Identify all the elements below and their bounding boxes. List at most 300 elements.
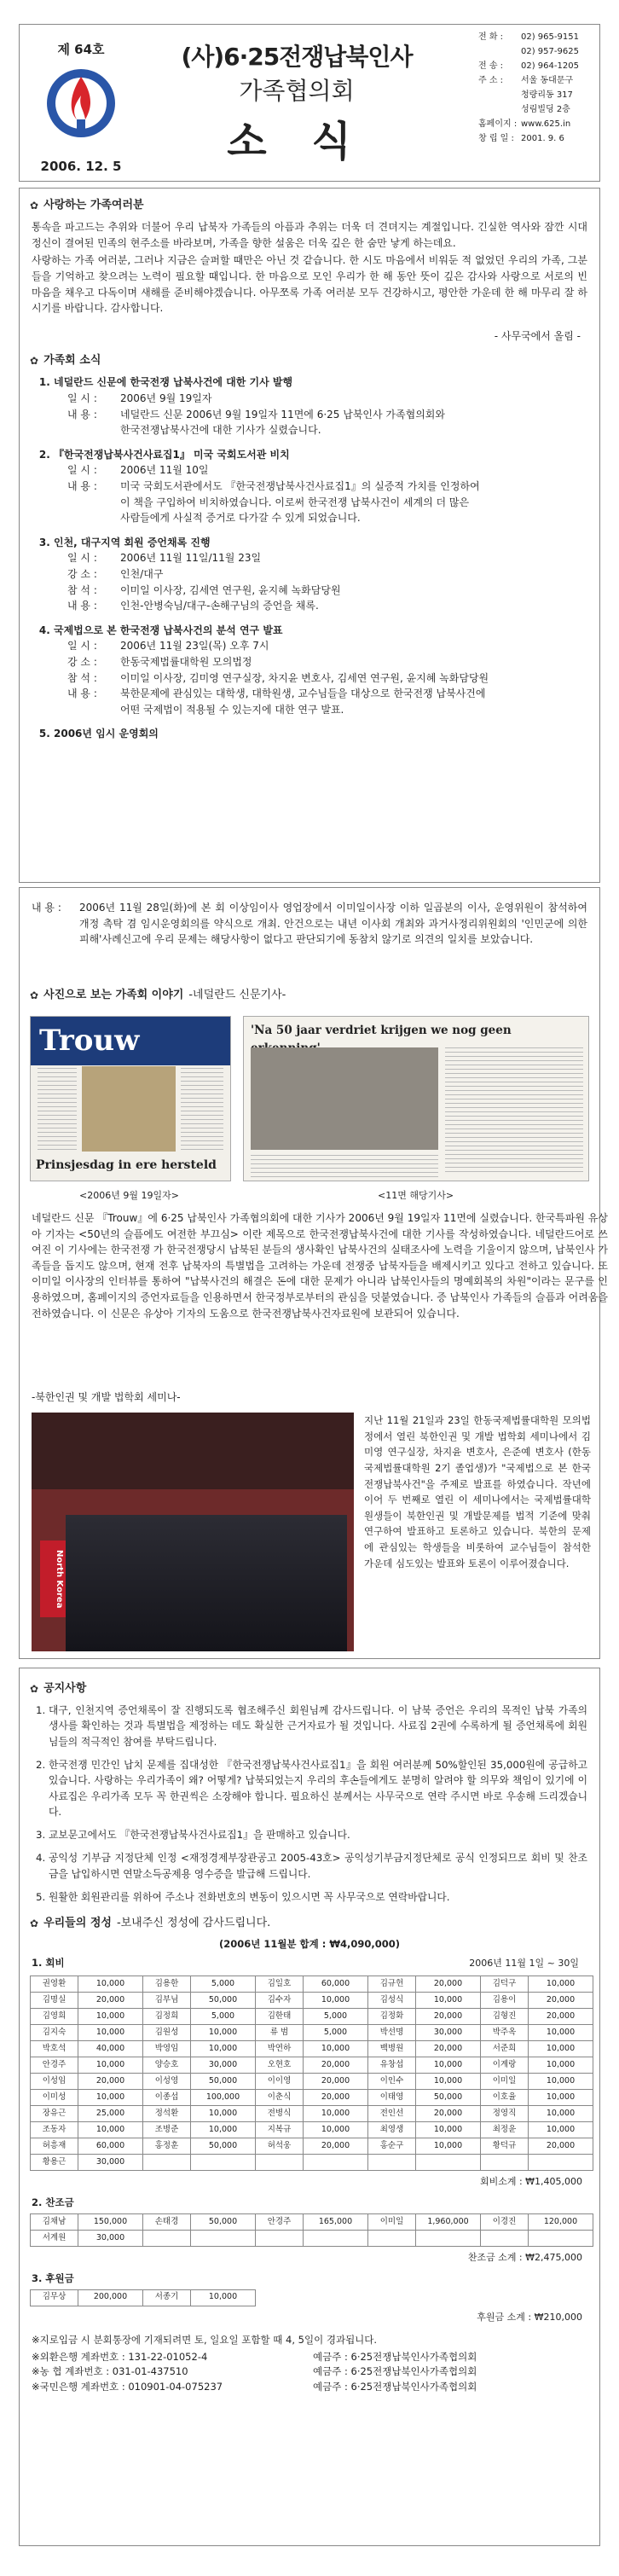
- table-row: [31, 1993, 593, 2009]
- donor-name-cell: 황용근: [31, 2155, 78, 2171]
- donor-amount-cell: 10,000: [529, 2057, 593, 2074]
- donor-name-cell: [481, 2155, 529, 2171]
- donor-name-cell: 김무상: [31, 2289, 78, 2306]
- detail-line: [67, 495, 599, 511]
- donor-amount-cell: 50,000: [191, 1993, 256, 2009]
- donor-name-cell: 김한태: [256, 2009, 304, 2025]
- donor-amount-cell: [191, 2155, 256, 2171]
- donor-name-cell: 김부님: [143, 1993, 191, 2009]
- contact-row: [478, 73, 598, 88]
- donor-name-cell: 김원성: [143, 2025, 191, 2041]
- donor-name-cell: 오현호: [256, 2057, 304, 2074]
- contact-row: [478, 30, 598, 44]
- detail-label: 내 용 :: [67, 688, 97, 700]
- detail-line: [67, 407, 599, 423]
- family-news-item: [54, 726, 599, 742]
- donor-amount-cell: 20,000: [416, 2009, 481, 2025]
- fee-period: 2006년 11월 1일 ~ 30일: [469, 1958, 579, 1970]
- family-news-item-detail: [67, 550, 599, 613]
- donor-name-cell: 김덕구: [481, 1976, 529, 1993]
- donations-heading-text: 우리들의 정성: [43, 1917, 112, 1930]
- donor-name-cell: 이경진: [481, 2213, 529, 2230]
- family-news-item: [54, 535, 599, 614]
- donor-name-cell: 홍정훈: [143, 2138, 191, 2155]
- donor-amount-cell: 10,000: [191, 2041, 256, 2057]
- organization-name-line1: (사)6·25전쟁납북인사: [181, 43, 413, 71]
- fee-title: 1. 회비: [32, 1957, 65, 1970]
- donor-name-cell: 전병식: [256, 2106, 304, 2122]
- donor-name-cell: 이미성: [31, 2090, 78, 2106]
- donor-amount-cell: 10,000: [529, 2090, 593, 2106]
- donor-amount-cell: 20,000: [416, 2041, 481, 2057]
- family-news-list: [54, 374, 599, 741]
- detail-line: [67, 686, 599, 702]
- donor-amount-cell: 10,000: [529, 2122, 593, 2138]
- donor-amount-cell: 10,000: [78, 2025, 143, 2041]
- donor-amount-cell: 20,000: [529, 1993, 593, 2009]
- family-news-item: [54, 374, 599, 438]
- notice-item: 1. 대구, 인천지역 증언채록이 잘 진행되도록 협조해주신 회원님께 감사드립니다. 이 남북 증언은 우리의 목적인 납북 가족의 생사를 확인하는 것과 특별법을 제정하는 데도 확실한 근거자료가 될 것입니다. 사료집 2권에 수록하게 될 증언채록에 회원님들의 적극적인 참여를 부탁드립니다.: [49, 1703, 587, 1749]
- table-row: [31, 2138, 593, 2155]
- detail-label: [67, 510, 120, 526]
- contact-row: [478, 102, 598, 117]
- north-korea-banner: North Korea: [40, 1540, 66, 1617]
- donor-name-cell: 김용이: [481, 1993, 529, 2009]
- detail-label: 일 시 :: [67, 464, 97, 477]
- table-row: [31, 2213, 593, 2230]
- donor-amount-cell: 50,000: [416, 2090, 481, 2106]
- donor-amount-cell: 10,000: [78, 2057, 143, 2074]
- article-text-column: [251, 1155, 438, 1177]
- table-row: [31, 2074, 593, 2090]
- donor-name-cell: [143, 2155, 191, 2171]
- donations-summary: (2006년 11월분 합계 : ₩4,090,000): [218, 1938, 401, 1951]
- contact-label: [478, 88, 521, 102]
- meeting-label: 내 용 :: [32, 902, 61, 914]
- seminar-attendees: [66, 1515, 347, 1651]
- family-news-heading-text: 가족회 소식: [43, 354, 101, 368]
- bank-account-row: [32, 2350, 599, 2365]
- fee-title-row: [20, 1954, 579, 1974]
- donor-amount-cell: 165,000: [304, 2213, 368, 2230]
- detail-label: 일 시 :: [67, 640, 97, 653]
- donor-amount-cell: 10,000: [78, 2009, 143, 2025]
- donor-amount-cell: 10,000: [191, 2122, 256, 2138]
- bank-account-row: [32, 2364, 599, 2380]
- sparkle-icon: ✿: [30, 989, 39, 1001]
- contact-value: 02) 957-9625: [521, 47, 579, 56]
- donor-name-cell: 이성영: [143, 2074, 191, 2090]
- notice-item: 5. 원활한 회원관리를 위하여 주소나 전화번호의 변동이 있으시면 꼭 사무국으로 연락바랍니다.: [49, 1889, 587, 1905]
- donor-amount-cell: 10,000: [529, 1976, 593, 1993]
- seminar-heading: -북한인권 및 개발 법학회 세미나-: [32, 1391, 181, 1403]
- table-row: [31, 2025, 593, 2041]
- contact-value: 성림빌딩 2층: [521, 105, 570, 114]
- article-headline: 'Na 50 jaar verdriet krijgen we nog geen: [251, 1024, 512, 1037]
- seminar-text: 지난 11월 21일과 23일 한동국제법률대학원 모의법정에서 열린 북한인권 및 개발 법학회 세미나에서 김미영 연구실장, 차지윤 변호사, 은준예 변호사 (한동국제법률대학원 2기 졸업생)가 "국제법으로 본 한국전쟁납북사건"을 주제로 발표를 하였습니다. 작년에 이어 두 번째로 열린 이 세미나에서는 국제법률대학원생들이 북한인권 및 개발문제를 법적 기준에 맞춰 연구하여 발표하고 토론하고 있습니다. 북한의 문제에 관심있는 학생들을 비롯하여 교수님들이 참석한 가운데 심도있는 발표와 토론이 이루어졌습니다.: [364, 1414, 591, 1569]
- table-row: [31, 2230, 593, 2246]
- donor-name-cell: [256, 2230, 304, 2246]
- caption-article: <11면 해당기사>: [378, 1190, 454, 1201]
- detail-value: 2006년 11월 10일: [120, 464, 209, 477]
- donor-amount-cell: 5,000: [304, 2025, 368, 2041]
- newspaper-text-column: [181, 1068, 223, 1153]
- donor-name-cell: [368, 2155, 416, 2171]
- donor-amount-cell: 20,000: [304, 2138, 368, 2155]
- donor-amount-cell: 20,000: [78, 2074, 143, 2090]
- meeting-detail: [32, 900, 587, 948]
- donor-name-cell: [256, 2155, 304, 2171]
- donor-name-cell: 조동자: [31, 2122, 78, 2138]
- issue-date: 2006. 12. 5: [40, 159, 122, 175]
- detail-line: [67, 598, 599, 614]
- bank-account-holder: 예금주 : 6·25전쟁납북인사가족협의회: [313, 2365, 477, 2378]
- detail-value: 2006년 9월 19일자: [120, 392, 212, 405]
- donor-name-cell: 박영임: [143, 2041, 191, 2057]
- donor-name-cell: 양승호: [143, 2057, 191, 2074]
- notices-list: [49, 1703, 587, 1905]
- donor-name-cell: 김형진: [481, 2009, 529, 2025]
- detail-line: [67, 638, 599, 654]
- donor-name-cell: 정영직: [481, 2106, 529, 2122]
- donor-amount-cell: 10,000: [416, 1993, 481, 2009]
- detail-line: [67, 566, 599, 583]
- donor-name-cell: 서계원: [31, 2230, 78, 2246]
- detail-line: [67, 462, 599, 479]
- family-news-item-detail: [67, 391, 599, 438]
- donor-name-cell: 이계랑: [481, 2057, 529, 2074]
- donor-name-cell: 김채남: [31, 2213, 78, 2230]
- issue-number: 제 64호: [57, 42, 105, 57]
- detail-label: 내 용 :: [67, 408, 97, 421]
- press-heading-sub: -네덜란드 신문기사-: [188, 989, 286, 1001]
- donor-name-cell: 권영환: [31, 1976, 78, 1993]
- bank-account-number: ※농 협 계좌번호 : 031-01-437510: [32, 2365, 188, 2378]
- donor-name-cell: 김영희: [31, 2009, 78, 2025]
- donor-name-cell: 홍순구: [368, 2138, 416, 2155]
- donor-name-cell: 이인수: [368, 2074, 416, 2090]
- donor-amount-cell: [304, 2230, 368, 2246]
- donor-amount-cell: [304, 2155, 368, 2171]
- contact-row: [478, 44, 598, 59]
- contact-value: 02) 965-9151: [521, 32, 579, 42]
- notice-item: 4. 공익성 기부금 지정단체 인정 <재정경제부장관공고 2005-43호> 공익성기부금지정단체로 공식 인정되므로 회비 및 찬조금을 납입하시면 연말소득공제용 영수증을 발급해 드립니다.: [49, 1850, 587, 1882]
- detail-value: 인천/대구: [120, 567, 164, 580]
- fee-total: 회비소계 : ₩1,405,000: [479, 2176, 582, 2187]
- press-heading: [30, 987, 286, 1004]
- bank-account-number: ※외환은행 계좌번호 : 131-22-01052-4: [32, 2350, 208, 2363]
- detail-value: 북한문제에 관심있는 대학생, 대학원생, 교수님들을 대상으로 한국전쟁 납북사건에: [120, 688, 486, 700]
- donor-name-cell: 이종섭: [143, 2090, 191, 2106]
- donor-name-cell: 손태경: [143, 2213, 191, 2230]
- donor-amount-cell: 20,000: [304, 2090, 368, 2106]
- donor-amount-cell: 60,000: [78, 2138, 143, 2155]
- detail-value: 인천-안병숙님/대구-손해구님의 증언을 채록.: [120, 600, 319, 612]
- contact-row: [478, 59, 598, 73]
- contact-label: [478, 44, 521, 59]
- donations-heading: [30, 1915, 599, 1932]
- contact-value: 2001. 9. 6: [521, 134, 564, 143]
- detail-line: [67, 510, 599, 526]
- family-news-item-title: 1. 네덜란드 신문에 한국전쟁 납북사건에 대한 기사 발행: [54, 376, 293, 389]
- intro-heading: [30, 197, 599, 214]
- notices-heading-text: 공지사항: [43, 1682, 87, 1695]
- contact-value: 서울 동대문구: [521, 76, 574, 85]
- donor-name-cell: 박주옥: [481, 2025, 529, 2041]
- sponsor-title: 3. 후원금: [32, 2271, 74, 2284]
- contact-value: 청량리동 317: [521, 90, 573, 100]
- sparkle-icon: ✿: [30, 199, 39, 212]
- detail-value: 이 책을 구입하여 비치하였습니다. 이로써 한국전쟁 납북사건이 세계의 더 많은: [120, 496, 470, 508]
- donor-name-cell: 이미일: [481, 2074, 529, 2090]
- contact-label: 홈페이지 :: [478, 119, 518, 129]
- donor-name-cell: 박호석: [31, 2041, 78, 2057]
- donor-name-cell: 이이영: [256, 2074, 304, 2090]
- donor-name-cell: 이춘식: [256, 2090, 304, 2106]
- caption-front-page: <2006년 9월 19일자>: [79, 1190, 179, 1201]
- donor-amount-cell: 10,000: [304, 2122, 368, 2138]
- detail-value: 사람들에게 사실적 증거로 다가갈 수 있게 되었습니다.: [120, 512, 361, 525]
- donor-amount-cell: [529, 2155, 593, 2171]
- detail-value: 한동국제법률대학원 모의법정: [120, 655, 252, 668]
- organization-logo: [44, 67, 118, 140]
- donor-name-cell: 류 범: [256, 2025, 304, 2041]
- donor-amount-cell: 30,000: [191, 2057, 256, 2074]
- donor-name-cell: 김수자: [256, 1993, 304, 2009]
- donor-amount-cell: 10,000: [416, 2057, 481, 2074]
- donor-amount-cell: [191, 2230, 256, 2246]
- family-news-item: [54, 623, 599, 718]
- donor-amount-cell: 10,000: [191, 2106, 256, 2122]
- detail-label: 참 석 :: [67, 671, 97, 684]
- donor-amount-cell: [416, 2230, 481, 2246]
- donor-amount-cell: 10,000: [529, 2025, 593, 2041]
- detail-label: 내 용 :: [67, 480, 97, 492]
- contact-row: [478, 131, 598, 146]
- donor-name-cell: 조병준: [143, 2122, 191, 2138]
- contact-label: 전 화 :: [478, 32, 504, 42]
- donor-amount-cell: 40,000: [78, 2041, 143, 2057]
- donor-amount-cell: 10,000: [529, 2106, 593, 2122]
- press-body: 네덜란드 신문 『Trouw』에 6·25 납북인사 가족협의회에 대한 기사가 2006년 9월 19일자 11면에 실렸습니다. 한국특파원 유상아 기자는 <50년의 슬픔에도 여전한 부끄심> 이란 제목으로 한국전쟁납북사건에 대한 기사를 작성하였습니다. 네덜란드어로 쓰여진 이 기사에는 한국전쟁 가 한국전쟁당시 납북된 분들의 생사확인 납북사건의 실태조사에 노력을 기울이지 않으며, 납북인사 가족들을 돕지도 않으며, 현재 전후 납북자의 특별법을 고려하는 가운데 전쟁중 납북자들을 배제시키고 있다고 전하고 있습니다. 또 이미일 이사장의 인터뷰를 통하여 "납북사건의 해결은 돈에 대한 문제가 아니라 납북인사들의 명예회복의 차원"이라는 문구를 인용하였으며, 홈페이지의 증언자료들을 인용하면서 한국정부로부터의 관심을 덧붙였습니다. 증 납북인사 가족들의 슬픔과 어려움을 전하였습니다. 이 신문은 유상아 기자의 도움으로 한국전쟁납북사건자료원에 보관되어 있습니다.: [32, 1212, 608, 1320]
- donor-name-cell: 정석환: [143, 2106, 191, 2122]
- donations-heading-sub: -보내주신 정성에 감사드립니다.: [116, 1917, 271, 1930]
- donor-name-cell: 지복규: [256, 2122, 304, 2138]
- detail-label: [67, 422, 120, 438]
- bank-account-holder: 예금주 : 6·25전쟁납북인사가족협의회: [313, 2350, 477, 2363]
- table-row: [31, 2122, 593, 2138]
- donor-amount-cell: 10,000: [78, 1976, 143, 1993]
- donor-amount-cell: 10,000: [416, 2122, 481, 2138]
- detail-label: [67, 702, 120, 718]
- article-text-column: [445, 1047, 583, 1175]
- meeting-text: 2006년 11월 28일(화)에 본 회 이상임이사 영업장에서 이미일이사장 이하 일곱분의 이사, 운영위원이 참석하여 개정 촉탁 겸 임시운영회의를 약식으로 개최. 안건으로는 내년 이사회 개최와 과거사정리위원회의 '인민군에 의한 피해'사례신고에 우리 문제는 해당사항이 없다고 판단되기에 동참치 않기로 의견의 일치를 보았습니다.: [79, 902, 587, 946]
- detail-line: [67, 391, 599, 407]
- detail-value: 네덜란드 신문 2006년 9월 19일자 11면에 6·25 납북인사 가족협의회와: [120, 408, 445, 421]
- newspaper-masthead: Trouw: [31, 1017, 230, 1065]
- family-news-heading: [30, 352, 599, 369]
- notice-item: 3. 교보문고에서도 『한국전쟁납북사건사료집1』을 판매하고 있습니다.: [49, 1827, 587, 1842]
- support-table: [30, 2213, 593, 2247]
- donor-name-cell: 장유근: [31, 2106, 78, 2122]
- detail-label: 강 소 :: [67, 567, 97, 580]
- detail-line: [67, 550, 599, 566]
- detail-label: 강 소 :: [67, 655, 97, 668]
- donor-name-cell: 황덕규: [481, 2138, 529, 2155]
- contact-label: 창 립 일 :: [478, 134, 514, 143]
- donor-amount-cell: 50,000: [191, 2213, 256, 2230]
- notice-item: 2. 한국전쟁 민간인 납치 문제를 집대성한 『한국전쟁납북사건사료집1』을 회원 여러분께 50%할인된 35,000원에 공급하고 있습니다. 사랑하는 우리가족이 왜? 어떻게? 납북되었는지 우리의 후손들에게도 분명히 알려야 할 의무와 책임이 있기에 이 사료집은 우리가족 모두 꼭 한권씩은 소장해야 합니다. 필요하신 분께서는 사무국으로 연락 주시면 바로 우송해 드리겠습니다.: [49, 1757, 587, 1819]
- intro-heading-text: 사랑하는 가족여러분: [43, 199, 144, 212]
- newspaper-text-column: [38, 1068, 77, 1153]
- donor-amount-cell: 10,000: [416, 2074, 481, 2090]
- newspaper-photo-image: [82, 1066, 176, 1152]
- donor-amount-cell: 20,000: [304, 2057, 368, 2074]
- fee-table: [30, 1976, 593, 2171]
- family-news-item-title: 5. 2006년 임시 운영회의: [54, 728, 159, 740]
- section-box-notices-donations: [19, 1668, 600, 2546]
- donor-amount-cell: 5,000: [191, 2009, 256, 2025]
- donor-amount-cell: [416, 2155, 481, 2171]
- donor-amount-cell: 30,000: [78, 2155, 143, 2171]
- donor-name-cell: 전인선: [368, 2106, 416, 2122]
- detail-line: [67, 422, 599, 438]
- sparkle-icon: ✿: [30, 355, 39, 368]
- masthead-title: [173, 40, 420, 171]
- detail-line: [67, 583, 599, 599]
- table-row: [31, 2009, 593, 2025]
- bank-note: ※지로입금 시 분회통장에 기재되려면 토, 일요일 포함할 때 4, 5일이 경과됩니다.: [32, 2333, 378, 2346]
- donor-name-cell: 유창섭: [368, 2057, 416, 2074]
- family-news-item-detail: [67, 462, 599, 525]
- donor-name-cell: 최정윤: [481, 2122, 529, 2138]
- donor-name-cell: 이태영: [368, 2090, 416, 2106]
- flame-emblem-icon: [44, 67, 118, 140]
- bank-account-row: [32, 2380, 599, 2395]
- family-news-item: [54, 447, 599, 526]
- detail-label: 일 시 :: [67, 552, 97, 565]
- family-news-item-title: 4. 국제법으로 본 한국전쟁 납북사건의 분석 연구 발표: [54, 624, 283, 636]
- detail-value: 이미일 이사장, 김세연 연구원, 윤지혜 녹화담당원: [120, 583, 341, 596]
- donor-name-cell: 서준희: [481, 2041, 529, 2057]
- donor-name-cell: 이호율: [481, 2090, 529, 2106]
- intro-paragraph-1: 통속을 파고드는 추위와 더불어 우리 납북자 가족들의 아픔과 추위는 더욱 더 견뎌지는 계절입니다. 긴실한 역사와 잠깐 시대정신이 결여된 민족의 현주소를 바라보며, 가족을 향한 설움은 더욱 깊은 한 숨만 낳게 하는데요.: [32, 221, 587, 249]
- donor-name-cell: 이성임: [31, 2074, 78, 2090]
- donor-amount-cell: 50,000: [191, 2138, 256, 2155]
- bank-account-list: [32, 2350, 599, 2395]
- bank-account-number: ※국민은행 계좌번호 : 010901-04-075237: [32, 2381, 223, 2393]
- donor-amount-cell: 10,000: [304, 2041, 368, 2057]
- contact-label: 전 송 :: [478, 61, 504, 71]
- donor-name-cell: 김정화: [368, 2009, 416, 2025]
- detail-line: [67, 670, 599, 687]
- donor-amount-cell: 120,000: [529, 2213, 593, 2230]
- table-row: [31, 2289, 256, 2306]
- detail-label: [67, 495, 120, 511]
- donor-name-cell: [481, 2230, 529, 2246]
- donor-amount-cell: 10,000: [529, 2074, 593, 2090]
- table-row: [31, 2090, 593, 2106]
- donor-name-cell: 김지숙: [31, 2025, 78, 2041]
- sparkle-icon: ✿: [30, 1682, 39, 1695]
- donor-amount-cell: 20,000: [416, 2106, 481, 2122]
- donor-amount-cell: 200,000: [78, 2289, 143, 2306]
- organization-name-line2: 가족협의회: [239, 77, 355, 105]
- donor-amount-cell: 60,000: [304, 1976, 368, 1993]
- donor-amount-cell: 30,000: [78, 2230, 143, 2246]
- donor-amount-cell: 100,000: [191, 2090, 256, 2106]
- newspaper-banner-text: Prinsjesdag in ere hersteld: [36, 1158, 217, 1173]
- intro-paragraph-2: 사랑하는 가족 여러분, 그러나 지금은 슬퍼할 때만은 아닌 것 같습니다. 한 시도 마음에서 비워둔 적 없었던 우리의 가족, 그분들을 기억하고 찾으려는 노력이 필요할 때입니다. 한 마음으로 모인 우리가 한 해 동안 뜻이 깊은 감사와 사랑으로 서로의 빈 마음을 채우고 다독이며 새해를 준비해야겠습니다. 아무쪼록 가족 여러분 모두 건강하시고, 평안한 가운데 한 해 마무리 잘 하시기를 바랍니다. 감사합니다.: [32, 254, 587, 315]
- donor-amount-cell: 5,000: [191, 1976, 256, 1993]
- contact-label: 주 소 :: [478, 76, 504, 85]
- seminar-backdrop: [32, 1413, 354, 1489]
- section-box-greeting-news: [19, 188, 600, 883]
- family-news-item-title: 3. 인천, 대구지역 회원 증언채록 진행: [54, 536, 211, 548]
- donor-amount-cell: 10,000: [304, 2106, 368, 2122]
- detail-value: 미국 국회도서관에서도 『한국전쟁납북사건사료집1』의 실증적 가치를 인정하여: [120, 480, 480, 492]
- family-news-item-title: 2. 『한국전쟁납북사건사료집1』 미국 국회도서관 비치: [54, 448, 290, 461]
- donor-name-cell: 안경주: [256, 2213, 304, 2230]
- detail-value: 이미일 이사장, 김미영 연구실장, 차지윤 변호사, 김세연 연구원, 윤지혜 녹화담당원: [120, 671, 489, 684]
- support-title: 2. 찬조금: [32, 2196, 74, 2209]
- donor-amount-cell: 50,000: [191, 2074, 256, 2090]
- donor-name-cell: [368, 2230, 416, 2246]
- contact-row: [478, 88, 598, 102]
- donor-amount-cell: 25,000: [78, 2106, 143, 2122]
- donor-amount-cell: 150,000: [78, 2213, 143, 2230]
- donor-amount-cell: [529, 2230, 593, 2246]
- detail-line: [67, 479, 599, 495]
- donor-name-cell: 백병원: [368, 2041, 416, 2057]
- donor-name-cell: 허흥재: [31, 2138, 78, 2155]
- masthead: [19, 24, 600, 182]
- donor-name-cell: 김일호: [256, 1976, 304, 1993]
- contact-value: 02) 964-1205: [521, 61, 579, 71]
- detail-value: 2006년 11월 23일(목) 오후 7시: [120, 640, 269, 653]
- contact-row: [478, 117, 598, 131]
- detail-value: 한국전쟁납북사건에 대한 기사가 실렸습니다.: [120, 424, 321, 437]
- donor-name-cell: 허석웅: [256, 2138, 304, 2155]
- donor-name-cell: 김정희: [143, 2009, 191, 2025]
- notices-heading: [30, 1680, 599, 1697]
- newsletter-title: 소 식: [227, 118, 367, 165]
- donor-amount-cell: 10,000: [304, 1993, 368, 2009]
- newspaper-article-photo: [243, 1016, 589, 1181]
- section-box-photo-story: [19, 887, 608, 1659]
- table-row: [31, 2106, 593, 2122]
- press-heading-text: 사진으로 보는 가족회 이야기: [43, 989, 184, 1001]
- donor-name-cell: 김규헌: [368, 1976, 416, 1993]
- contact-info: [478, 30, 598, 146]
- family-news-item-detail: [67, 638, 599, 717]
- donor-name-cell: 최영생: [368, 2122, 416, 2138]
- contact-label: [478, 102, 521, 117]
- donor-amount-cell: 1,960,000: [416, 2213, 481, 2230]
- newspaper-front-page-photo: [30, 1016, 231, 1181]
- table-row: [31, 2041, 593, 2057]
- seminar-group-photo: [32, 1413, 354, 1651]
- donor-name-cell: 박연하: [256, 2041, 304, 2057]
- donor-amount-cell: 20,000: [304, 2074, 368, 2090]
- detail-label: 일 시 :: [67, 392, 97, 405]
- contact-value: www.625.in: [521, 119, 571, 129]
- donor-amount-cell: 20,000: [529, 2009, 593, 2025]
- donor-name-cell: 박선명: [368, 2025, 416, 2041]
- table-row: [31, 1976, 593, 1993]
- sparkle-icon: ✿: [30, 1917, 39, 1929]
- sponsor-table: [30, 2289, 256, 2306]
